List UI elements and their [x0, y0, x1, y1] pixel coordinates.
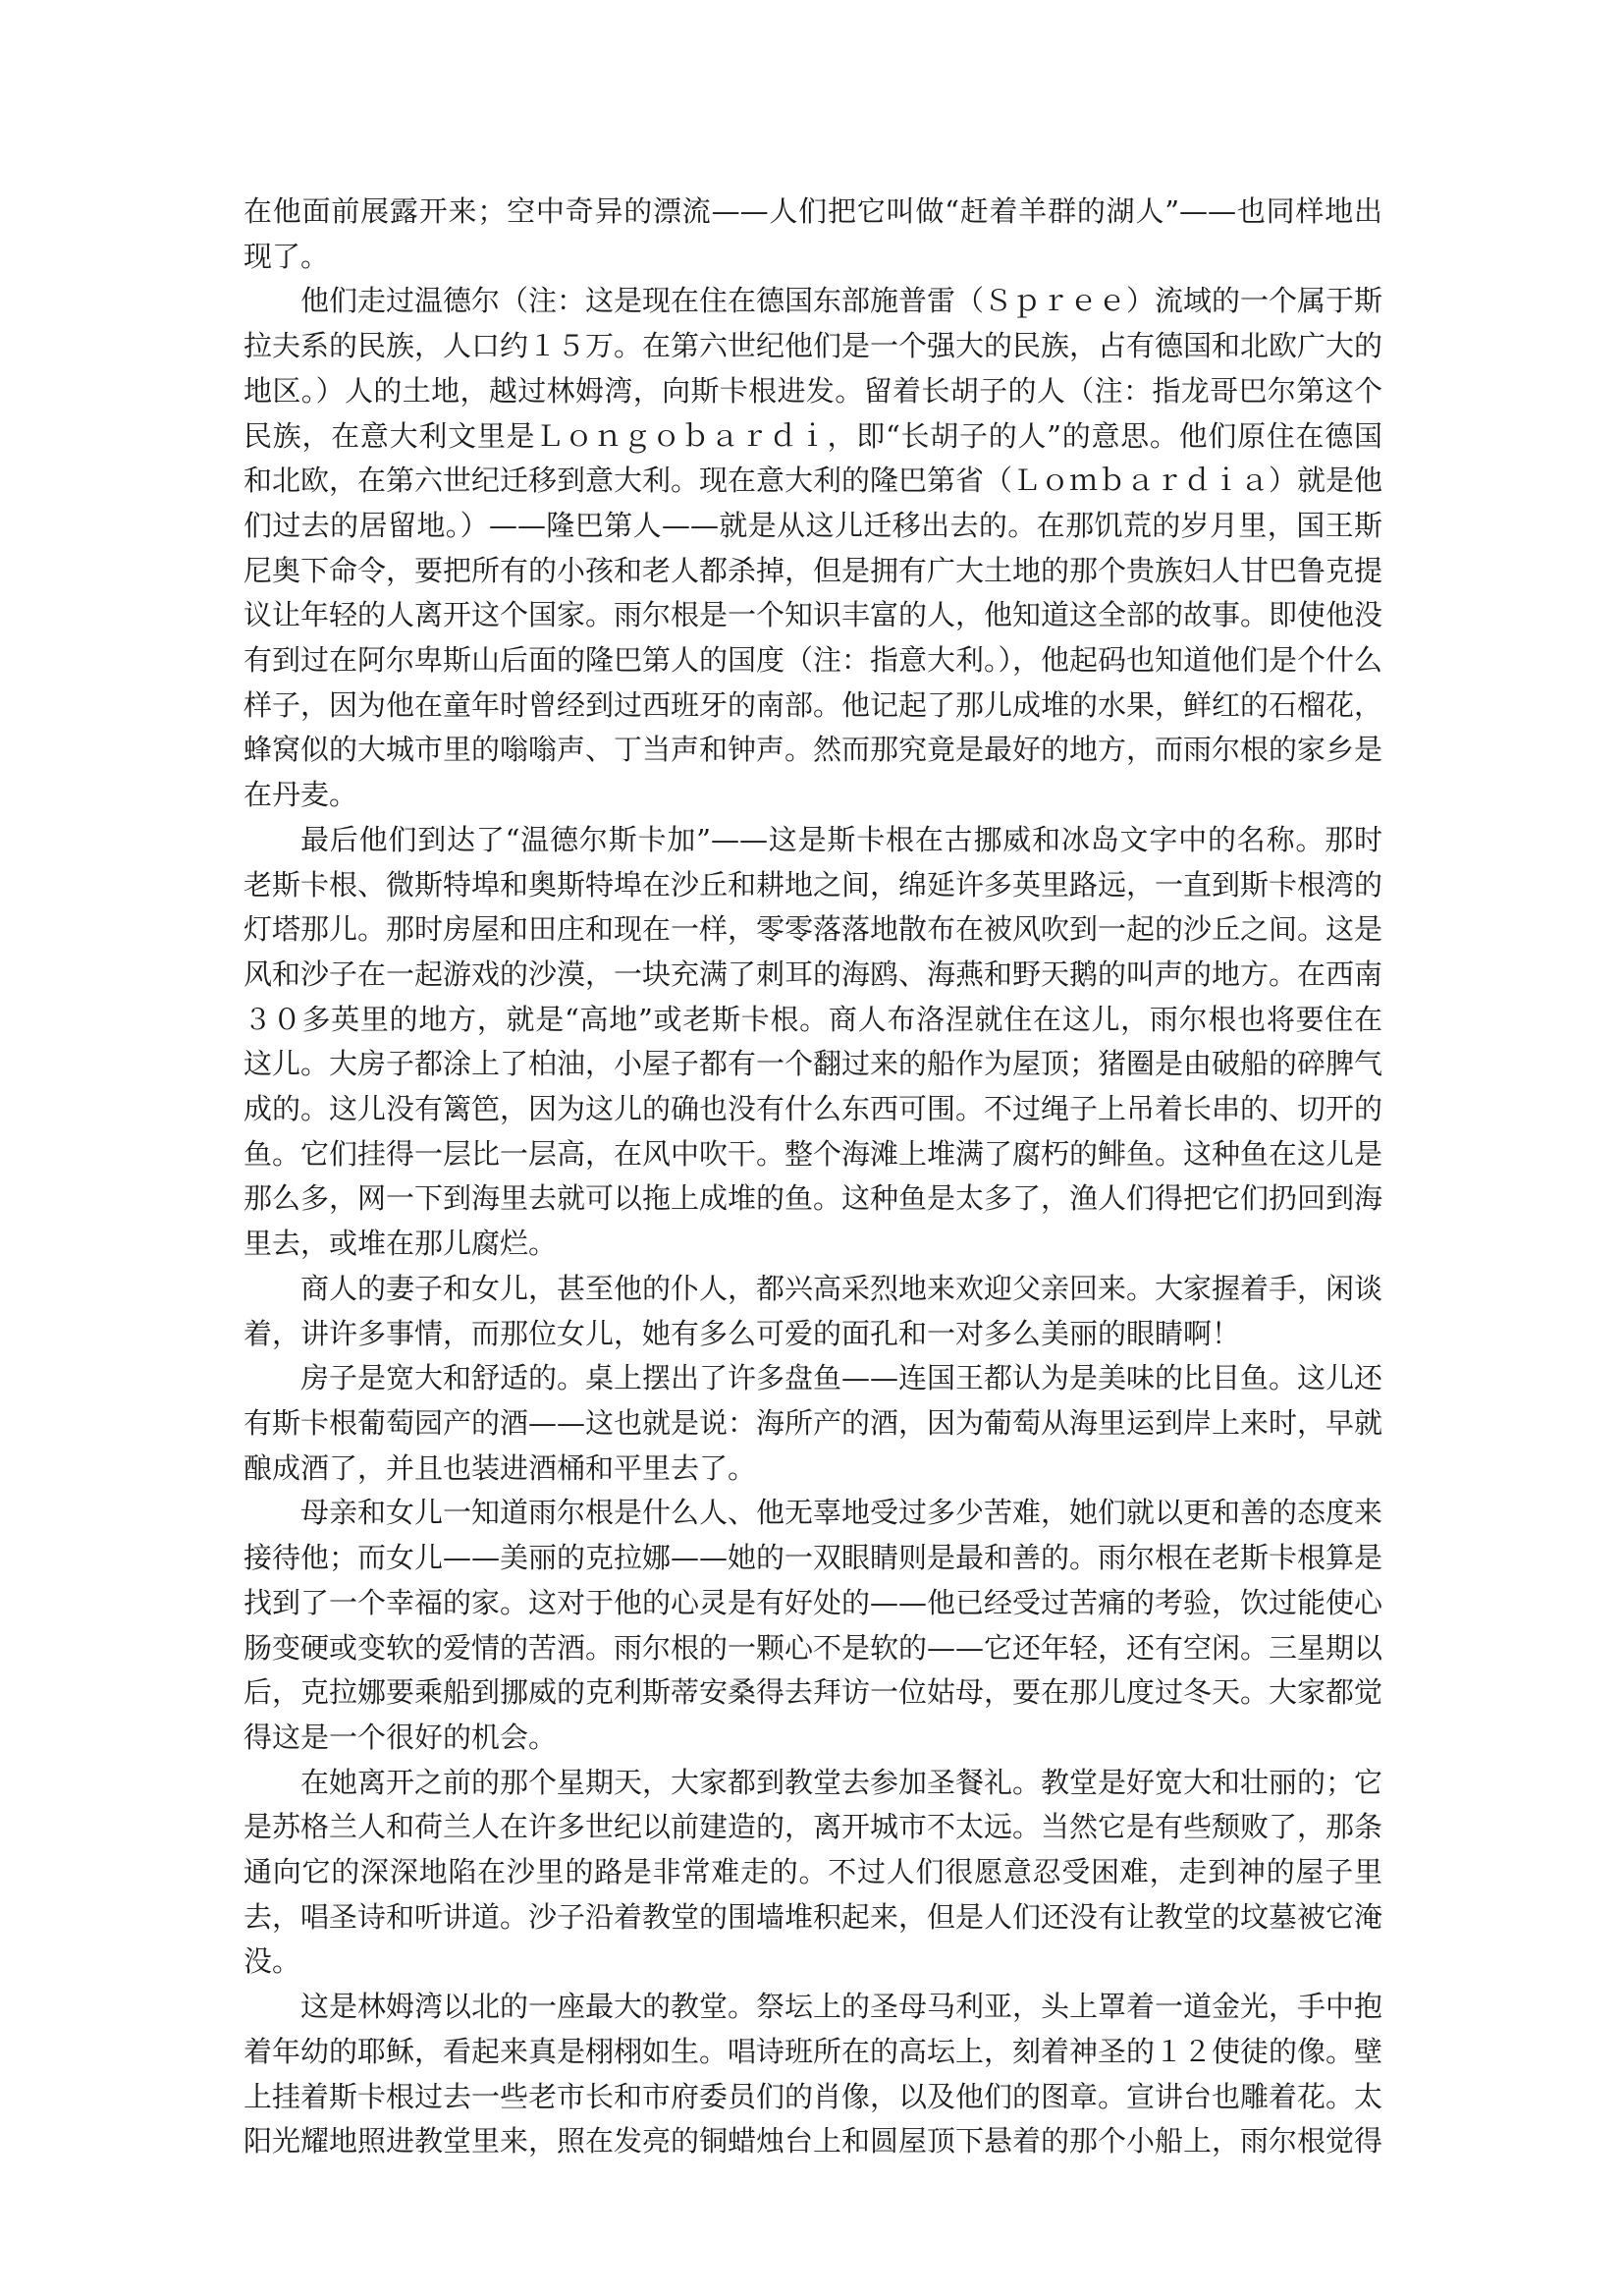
paragraph: 这是林姆湾以北的一座最大的教堂。祭坛上的圣母马利亚，头上罩着一道金光，手中抱着年幼的耶稣，看起来真是栩栩如生。唱诗班所在的高坛上，刻着神圣的１２使徒的像。壁上挂着斯卡根过去一些老市长和市府委员们的肖像，以及他们的图章。宣讲台也雕着花。太阳光耀地照进教堂里来，照在发亮的铜蜡烛台上和圆屋顶下悬着的那个小船上，雨尔根觉得: [243, 1990, 1383, 2159]
body-text: [243, 190, 1382, 2164]
paragraph: 房子是宽大和舒适的。桌上摆出了许多盘鱼——连国王都认为是美味的比目鱼。这儿还有斯卡根葡萄园产的酒——这也就是说：海所产的酒，因为葡萄从海里运到岸上来时，早就酿成酒了，并且也装进酒桶和平里去了。: [243, 1361, 1383, 1485]
paragraph: 他们走过温德尔（注：这是现在住在德国东部施普雷（Ｓｐｒｅｅ）流域的一个属于斯拉夫系的民族，人口约１５万。在第六世纪他们是一个强大的民族，占有德国和北欧广大的地区。）人的土地，越过林姆湾，向斯卡根进发。留着长胡子的人（注：指龙哥巴尔第这个民族，在意大利文里是Ｌｏｎｇｏｂａｒｄｉ，即“长胡子的人”的意思。他们原住在德国和北欧，在第六世纪迁移到意大利。现在意大利的隆巴第省（Ｌｏｍｂａｒｄｉａ）就是他们过去的居留地。）——隆巴第人——就是从这儿迁移出去的。在那饥荒的岁月里，国王斯尼奥下命令，要把所有的小孩和老人都杀掉，但是拥有广大土地的那个贵族妇人甘巴鲁克提议让年轻的人离开这个国家。雨尔根是一个知识丰富的人，他知道这全部的故事。即使他没有到过在阿尔卑斯山后面的隆巴第人的国度（注：指意大利。），他起码也知道他们是个什么样子，因为他在童年时曾经到过西班牙的南部。他记起了那儿成堆的水果，鲜红的石榴花，蜂窝似的大城市里的嗡嗡声、丁当声和钟声。然而那究竟是最好的地方，而雨尔根的家乡是在丹麦。: [243, 284, 1383, 812]
paragraph: 商人的妻子和女儿，甚至他的仆人，都兴高采烈地来欢迎父亲回来。大家握着手，闲谈着，讲许多事情，而那位女儿，她有多么可爱的面孔和一对多么美丽的眼睛啊！: [243, 1271, 1383, 1350]
paragraph: 在她离开之前的那个星期天，大家都到教堂去参加圣餐礼。教堂是好宽大和壮丽的；它是苏格兰人和荷兰人在许多世纪以前建造的，离开城市不太远。当然它是有些颓败了，那条通向它的深深地陷在沙里的路是非常难走的。不过人们很愿意忍受困难，走到神的屋子里去，唱圣诗和听讲道。沙子沿着教堂的围墙堆积起来，但是人们还没有让教堂的坟墓被它淹没。: [243, 1765, 1383, 1979]
paragraph: 在他面前展露开来；空中奇异的漂流——人们把它叫做“赶着羊群的湖人”——也同样地出现了。: [243, 194, 1382, 273]
paragraph: 最后他们到达了“温德尔斯卡加”——这是斯卡根在古挪威和冰岛文字中的名称。那时老斯卡根、微斯特埠和奥斯特埠在沙丘和耕地之间，绵延许多英里路远，一直到斯卡根湾的灯塔那儿。那时房屋和田庄和现在一样，零零落落地散布在被风吹到一起的沙丘之间。这是风和沙子在一起游戏的沙漠，一块充满了刺耳的海鸥、海燕和野天鹅的叫声的地方。在西南３０多英里的地方，就是“高地”或老斯卡根。商人布洛涅就住在这儿，雨尔根也将要住在这儿。大房子都涂上了柏油，小屋子都有一个翻过来的船作为屋顶；猪圈是由破船的碎脾气成的。这儿没有篱笆，因为这儿的确也没有什么东西可围。不过绳子上吊着长串的、切开的鱼。它们挂得一层比一层高，在风中吹干。整个海滩上堆满了腐朽的鲱鱼。这种鱼在这儿是那么多，网一下到海里去就可以拖上成堆的鱼。这种鱼是太多了，渔人们得把它们扔回到海里去，或堆在那儿腐烂。: [243, 822, 1383, 1261]
paragraph: 母亲和女儿一知道雨尔根是什么人、他无辜地受过多少苦难，她们就以更和善的态度来接待他；而女儿——美丽的克拉娜——她的一双眼睛则是最和善的。雨尔根在老斯卡根算是找到了一个幸福的家。这对于他的心灵是有好处的——他已经受过苦痛的考验，饮过能使心肠变硬或变软的爱情的苦酒。雨尔根的一颗心不是软的——它还年轻，还有空闲。三星期以后，克拉娜要乘船到挪威的克利斯蒂安桑得去拜访一位姑母，要在那儿度过冬天。大家都觉得这是一个很好的机会。: [243, 1496, 1383, 1754]
